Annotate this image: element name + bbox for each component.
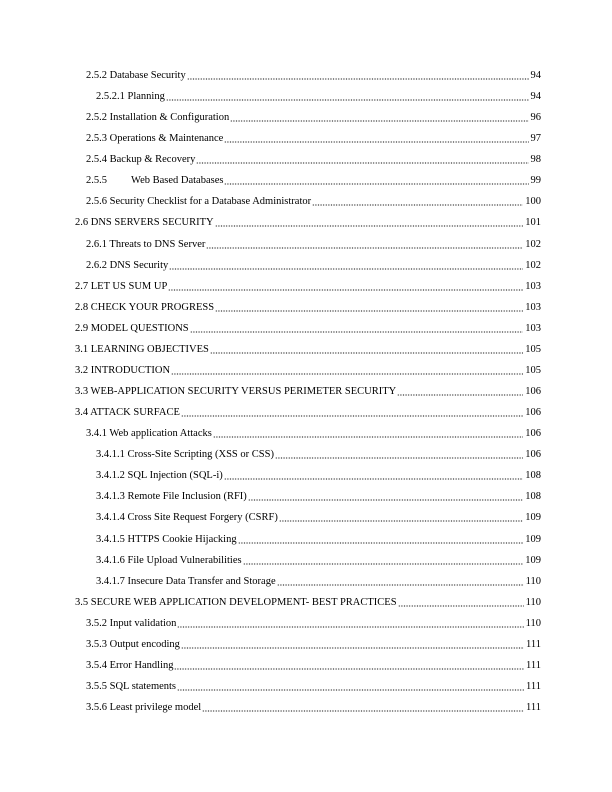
- toc-entry[interactable]: [86, 426, 541, 440]
- toc-entry-number: 2.5.5: [86, 175, 107, 187]
- toc-entry[interactable]: [75, 321, 541, 335]
- dot-leader: [275, 457, 523, 459]
- toc-entry-page-number: 110: [525, 596, 541, 608]
- toc-entry-page-number: 101: [525, 217, 541, 229]
- toc-entry[interactable]: [75, 300, 541, 314]
- dot-leader: [181, 415, 523, 417]
- dot-leader: [168, 289, 523, 291]
- toc-entry[interactable]: [75, 279, 541, 293]
- toc-entry-title: 2.5.2 Installation & Configuration: [86, 112, 230, 124]
- dot-leader: [169, 268, 523, 270]
- toc-entry-page-number: 106: [525, 386, 541, 398]
- dot-leader: [202, 710, 524, 712]
- toc-entry[interactable]: [86, 616, 541, 630]
- dot-leader: [224, 141, 528, 143]
- toc-entry-page-number: 94: [530, 91, 541, 103]
- toc-entry-title: 2.7 LET US SUM UP: [75, 280, 168, 292]
- toc-entry-title: 3.3 WEB-APPLICATION SECURITY VERSUS PERIMETER SECURITY: [75, 386, 397, 398]
- dot-leader: [210, 352, 523, 354]
- dot-leader: [166, 99, 529, 101]
- dot-leader: [181, 647, 524, 649]
- toc-entry[interactable]: [86, 658, 541, 672]
- toc-entry-title: 2.5.2.1 Planning: [96, 91, 165, 103]
- dot-leader: [243, 563, 524, 565]
- dot-leader: [398, 605, 524, 607]
- toc-entry-title: 3.5.3 Output encoding: [86, 638, 180, 650]
- toc-entry-page-number: 106: [525, 428, 541, 440]
- toc-entry-page-number: 103: [525, 322, 541, 334]
- toc-entry[interactable]: [96, 89, 541, 103]
- toc-entry-page-number: 111: [526, 659, 541, 671]
- toc-entry[interactable]: [75, 405, 541, 419]
- toc-entry[interactable]: [75, 215, 541, 229]
- toc-entry-title: 3.2 INTRODUCTION: [75, 364, 171, 376]
- toc-entry-page-number: 96: [530, 112, 541, 124]
- toc-entry[interactable]: [96, 532, 541, 546]
- toc-entry-title: 3.4.1.7 Insecure Data Transfer and Storage: [96, 575, 276, 587]
- toc-entry-page-number: 102: [525, 259, 541, 271]
- toc-entry-title: 2.5.2 Database Security: [86, 70, 186, 81]
- dot-leader: [248, 499, 523, 501]
- toc-entry-title: 3.4.1.1 Cross-Site Scripting (XSS or CSS): [96, 449, 274, 461]
- toc-entry-title: 2.6.2 DNS Security: [86, 259, 169, 271]
- toc-entry[interactable]: [75, 595, 541, 609]
- toc-entry-page-number: 103: [525, 301, 541, 313]
- dot-leader: [215, 310, 523, 312]
- dot-leader: [177, 626, 523, 628]
- toc-entry-page-number: 111: [526, 638, 541, 650]
- toc-entry[interactable]: [86, 258, 541, 272]
- toc-entry[interactable]: [96, 553, 541, 567]
- toc-entry[interactable]: [86, 68, 541, 82]
- dot-leader: [171, 373, 523, 375]
- toc-entry[interactable]: [96, 574, 541, 588]
- toc-entry-title: 3.5.4 Error Handling: [86, 659, 174, 671]
- toc-entry-title: 3.5.2 Input validation: [86, 617, 177, 629]
- toc-entry-title: 3.5.6 Least privilege model: [86, 702, 202, 714]
- toc-entry-page-number: 97: [530, 133, 541, 145]
- toc-entry[interactable]: [86, 173, 541, 187]
- toc-entry[interactable]: [96, 489, 541, 503]
- toc-entry-page-number: 108: [525, 491, 541, 503]
- dot-leader: [215, 225, 524, 227]
- toc-entry-title: 2.8 CHECK YOUR PROGRESS: [75, 301, 215, 313]
- toc-entry-title: 3.4.1 Web application Attacks: [86, 428, 212, 440]
- dot-leader: [312, 204, 523, 206]
- toc-entry-page-number: 108: [525, 470, 541, 482]
- toc-entry-page-number: 102: [525, 238, 541, 250]
- toc-entry-page-number: 111: [526, 681, 541, 693]
- toc-entry-page-number: 110: [525, 617, 541, 629]
- toc-entry[interactable]: [96, 510, 541, 524]
- toc-entry-title: 3.4.1.4 Cross Site Request Forgery (CSRF): [96, 512, 278, 524]
- toc-entry-page-number: 98: [530, 154, 541, 166]
- toc-entry-page-number: 106: [525, 407, 541, 419]
- toc-entry[interactable]: [86, 110, 541, 124]
- toc-entry[interactable]: [96, 468, 541, 482]
- toc-entry-title: 3.1 LEARNING OBJECTIVES: [75, 343, 209, 355]
- dot-leader: [224, 478, 523, 480]
- dot-leader: [177, 689, 524, 691]
- toc-entry-title: 2.5.6 Security Checklist for a Database Administrator: [86, 196, 312, 208]
- toc-entry-page-number: 99: [530, 175, 541, 187]
- toc-entry[interactable]: [86, 679, 541, 693]
- toc-entry-page-number: 105: [525, 343, 541, 355]
- toc-entry[interactable]: [86, 131, 541, 145]
- toc-entry-page-number: 109: [525, 512, 541, 524]
- toc-entry[interactable]: [86, 237, 541, 251]
- toc-entry[interactable]: [75, 384, 541, 398]
- dot-leader: [238, 542, 524, 544]
- dot-leader: [196, 162, 528, 164]
- dot-leader: [230, 120, 528, 122]
- toc-entry-page-number: 100: [525, 196, 541, 208]
- toc-entry-page-number: 110: [525, 575, 541, 587]
- toc-entry-page-number: 109: [525, 533, 541, 545]
- toc-entry-title: 3.4 ATTACK SURFACE: [75, 407, 180, 419]
- toc-entry[interactable]: [75, 342, 541, 356]
- toc-entry-title: 3.4.1.2 SQL Injection (SQL-i): [96, 470, 223, 482]
- dot-leader: [174, 668, 524, 670]
- toc-entry-title: 2.6 DNS SERVERS SECURITY: [75, 217, 214, 229]
- toc-entry-title: 3.4.1.3 Remote File Inclusion (RFI): [96, 491, 247, 503]
- toc-entry-title: 2.9 MODEL QUESTIONS: [75, 322, 189, 334]
- toc-entry-page-number: 94: [530, 70, 541, 81]
- toc-entry[interactable]: [86, 152, 541, 166]
- toc-entry[interactable]: [96, 447, 541, 461]
- toc-entry[interactable]: [86, 637, 541, 651]
- toc-entry-page-number: 105: [525, 364, 541, 376]
- toc-entry-title: 3.5 SECURE WEB APPLICATION DEVELOPMENT- BEST PRACTICES: [75, 596, 397, 608]
- toc-entry[interactable]: [75, 363, 541, 377]
- toc-entry-title: 3.4.1.6 File Upload Vulnerabilities: [96, 554, 242, 566]
- toc-entry-page-number: 106: [525, 449, 541, 461]
- toc-entry[interactable]: [86, 700, 541, 714]
- toc-entry-title: 3.5.5 SQL statements: [86, 681, 177, 693]
- dot-leader: [187, 78, 529, 80]
- toc-entry-title: 3.4.1.5 HTTPS Cookie Hijacking: [96, 533, 237, 545]
- dot-leader: [213, 436, 523, 438]
- toc-entry-page-number: 111: [526, 702, 541, 714]
- dot-leader: [190, 331, 524, 333]
- dot-leader: [206, 247, 523, 249]
- toc-entry-page-number: 109: [525, 554, 541, 566]
- dot-leader: [279, 520, 523, 522]
- toc-entry[interactable]: [86, 194, 541, 208]
- toc-entry-title: Web Based Databases: [131, 175, 224, 187]
- toc-entry-page-number: 103: [525, 280, 541, 292]
- dot-leader: [397, 394, 523, 396]
- toc-entry-title: 2.6.1 Threats to DNS Server: [86, 238, 206, 250]
- dot-leader: [224, 183, 528, 185]
- toc-entry-title: 2.5.4 Backup & Recovery: [86, 154, 196, 166]
- dot-leader: [277, 584, 524, 586]
- toc-entry-title: 2.5.3 Operations & Maintenance: [86, 133, 224, 145]
